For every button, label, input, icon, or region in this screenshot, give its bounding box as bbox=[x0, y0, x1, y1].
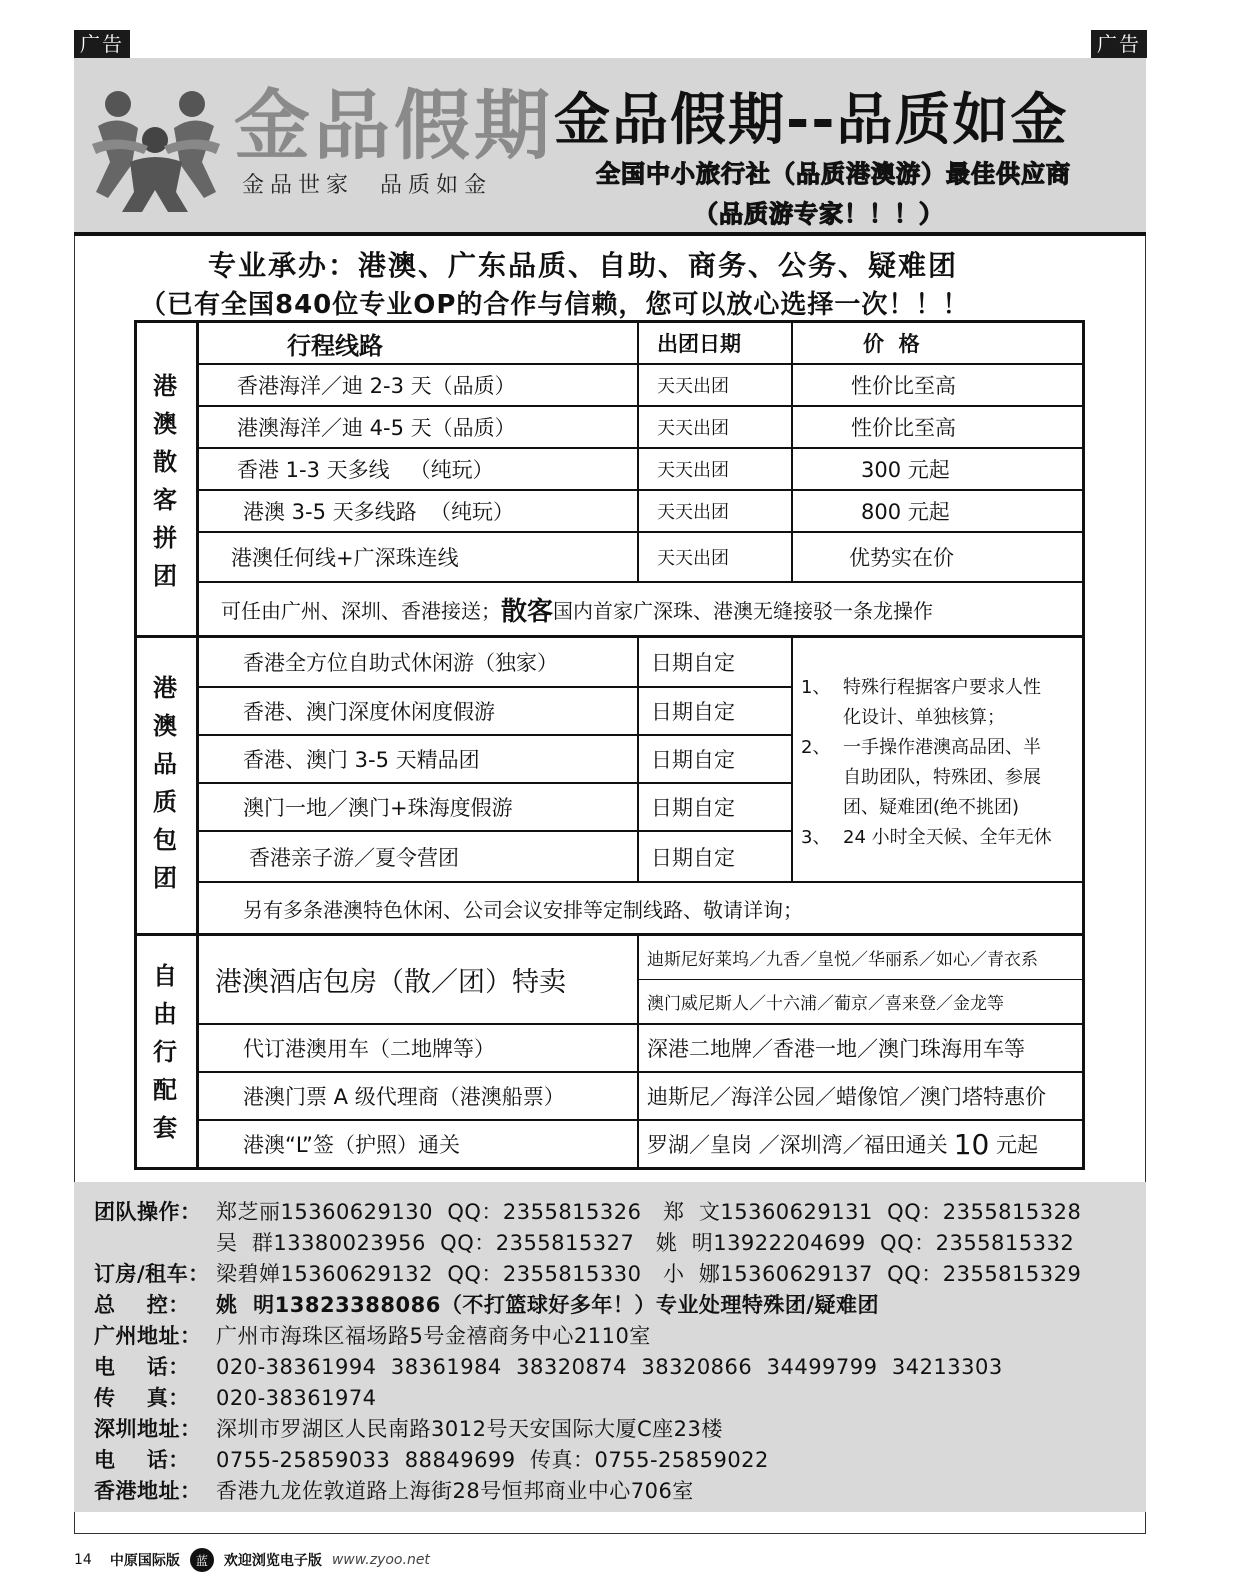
ad-tag-right: 广告 bbox=[1091, 30, 1147, 58]
route-cell: 港澳 3-5 天多线路 （纯玩） bbox=[243, 500, 514, 524]
table-divider bbox=[637, 936, 639, 1167]
route-cell: 香港海洋／迪 2-3 天（品质） bbox=[237, 374, 516, 398]
guangzhou-phone: 电 话： 020-38361994 38361984 38320874 38320866 34499799 34213303 bbox=[94, 1355, 1003, 1379]
page-footer bbox=[74, 1548, 430, 1572]
service-item: 港澳门票 A 级代理商（港澳船票） bbox=[243, 1085, 565, 1109]
date-cell: 日期自定 bbox=[651, 796, 735, 820]
footer-url[interactable]: www.zyoo.net bbox=[331, 1552, 430, 1568]
route-cell: 香港、澳门深度休闲度假游 bbox=[243, 700, 495, 724]
table-divider bbox=[196, 323, 199, 1167]
date-cell: 天天出团 bbox=[657, 548, 729, 569]
team-contacts: 团队操作： 郑芝丽15360629130 QQ：2355815326 郑 文15360629131 QQ：2355815328 bbox=[94, 1200, 1082, 1224]
header-route: 行程线路 bbox=[287, 331, 383, 360]
price-cell: 优势实在价 bbox=[849, 546, 954, 570]
service-detail: 罗湖／皇岗 ／深圳湾／福田通关 10 元起 bbox=[647, 1127, 1039, 1161]
route-cell: 香港、澳门 3-5 天精品团 bbox=[243, 748, 480, 772]
headline-tagline: （品质游专家！！！） bbox=[694, 200, 944, 228]
route-cell: 港澳任何线+广深珠连线 bbox=[231, 546, 459, 570]
service-notes: 1、 特殊行程据客户要求人性 化设计、单独核算； 2、 一手操作港澳高品团、半 自助团队，特殊团、参展 团、疑难团(绝不挑团) 3、 24 小时全天候、全年无休 bbox=[801, 677, 1052, 848]
team-contacts: 吴 群13380023956 QQ：2355815327 姚 明13922204699 QQ：2355815332 bbox=[216, 1231, 1075, 1255]
publication-name: 中原国际版 bbox=[109, 1553, 180, 1569]
table-divider bbox=[637, 323, 639, 583]
date-cell: 日期自定 bbox=[651, 700, 735, 724]
date-cell: 天天出团 bbox=[657, 376, 729, 397]
booking-contacts: 订房/租车： 梁碧婵15360629132 QQ：2355815330 小 娜15360629137 QQ：2355815329 bbox=[94, 1262, 1082, 1286]
service-item: 代订港澳用车（二地牌等） bbox=[243, 1037, 495, 1061]
route-cell: 香港亲子游／夏令营团 bbox=[249, 845, 459, 870]
price-cell: 性价比至高 bbox=[851, 416, 956, 440]
headline-subtitle: 全国中小旅行社（品质港澳游）最佳供应商 bbox=[596, 160, 1071, 188]
brand-name: 金品假期 bbox=[234, 81, 554, 170]
contact-panel bbox=[74, 1182, 1146, 1512]
table-divider bbox=[637, 638, 639, 882]
price-cell: 800 元起 bbox=[861, 500, 950, 524]
route-cell: 香港全方位自助式休闲游（独家） bbox=[243, 651, 558, 675]
header-banner bbox=[74, 58, 1146, 236]
service-item: 港澳“L”签（护照）通关 bbox=[243, 1133, 460, 1157]
trust-statement: （已有全国840位专业OP的合作与信赖，您可以放心选择一次！！！ bbox=[140, 290, 970, 320]
hotel-detail: 迪斯尼好莱坞／九香／皇悦／华丽系／如心／青衣系 bbox=[647, 950, 1038, 970]
date-cell: 日期自定 bbox=[651, 651, 735, 675]
hotel-package: 港澳酒店包房（散／团）特卖 bbox=[215, 967, 566, 998]
footer-welcome: 欢迎浏览电子版 bbox=[223, 1553, 322, 1569]
header-price: 价 格 bbox=[863, 332, 920, 356]
guangzhou-fax: 传 真： 020-38361974 bbox=[94, 1386, 377, 1410]
brand-slogan: 金品世家 品质如金 bbox=[242, 173, 492, 198]
service-intro: 专业承办：港澳、广东品质、自助、商务、公务、疑难团 bbox=[208, 249, 959, 282]
shenzhen-address: 深圳地址： 深圳市罗湖区人民南路3012号天安国际大厦C座23楼 bbox=[94, 1417, 723, 1441]
hotel-detail: 澳门威尼斯人／十六浦／葡京／喜来登／金龙等 bbox=[647, 994, 1004, 1014]
ad-tag-left: 广告 bbox=[74, 30, 130, 58]
section-title-independent-travel: 自 由 行 配 套 bbox=[153, 962, 177, 1142]
table-divider bbox=[791, 638, 793, 882]
publication-badge-icon: 蓝 bbox=[190, 1548, 214, 1572]
people-logo-icon bbox=[88, 74, 224, 214]
guangzhou-address: 广州地址： 广州市海珠区福场路5号金禧商务中心2110室 bbox=[94, 1324, 651, 1348]
date-cell: 天天出团 bbox=[657, 502, 729, 523]
section-title-group-tours: 港 澳 散 客 拼 团 bbox=[153, 372, 177, 590]
shenzhen-phone: 电 话： 0755-25859033 88849699 传真：0755-25859022 bbox=[94, 1448, 769, 1472]
price-cell: 性价比至高 bbox=[851, 374, 956, 398]
date-cell: 天天出团 bbox=[657, 460, 729, 481]
section2-note: 另有多条港澳特色休闲、公司会议安排等定制线路、敬请详询； bbox=[243, 897, 803, 922]
date-cell: 日期自定 bbox=[651, 845, 735, 870]
page-number: 14 bbox=[74, 1552, 92, 1568]
table-divider bbox=[791, 323, 793, 583]
hongkong-address: 香港地址： 香港九龙佐敦道路上海街28号恒邦商业中心706室 bbox=[94, 1479, 694, 1503]
section-title-quality-tours: 港 澳 品 质 包 团 bbox=[153, 674, 177, 892]
service-detail: 深港二地牌／香港一地／澳门珠海用车等 bbox=[647, 1037, 1025, 1061]
route-cell: 港澳海洋／迪 4-5 天（品质） bbox=[237, 416, 516, 440]
date-cell: 日期自定 bbox=[651, 748, 735, 772]
service-detail: 迪斯尼／海洋公园／蜡像馆／澳门塔特惠价 bbox=[647, 1085, 1046, 1109]
date-cell: 天天出团 bbox=[657, 418, 729, 439]
headline: 金品假期--品质如金 bbox=[554, 88, 1069, 153]
route-cell: 香港 1-3 天多线 （纯玩） bbox=[237, 458, 494, 482]
price-cell: 300 元起 bbox=[861, 458, 950, 482]
header-date: 出团日期 bbox=[657, 332, 741, 356]
section1-note: 可任由广州、深圳、香港接送； 散客 国内首家广深珠、港澳无缝接驳一条龙操作 bbox=[221, 596, 934, 627]
general-manager: 总 控： 姚 明13823388086（不打篮球好多年！）专业处理特殊团/疑难团 bbox=[94, 1293, 880, 1317]
route-table bbox=[134, 320, 1085, 1170]
route-cell: 澳门一地／澳门+珠海度假游 bbox=[243, 796, 513, 820]
